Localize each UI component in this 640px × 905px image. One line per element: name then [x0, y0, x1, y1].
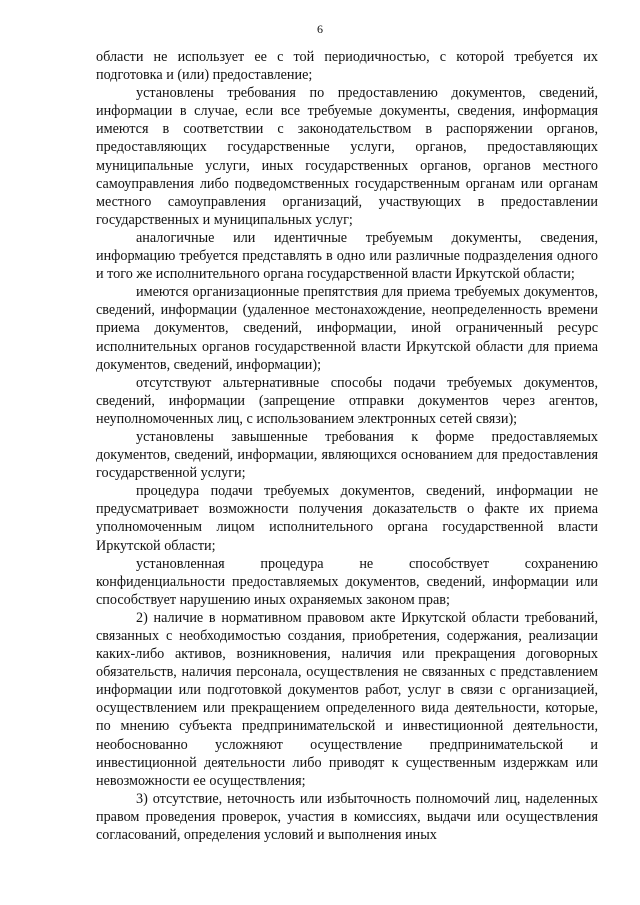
- paragraph: установлены требования по предоставлению документов, сведений, информации в случае, если все требуемые документы, сведения, информация имеются в соответствии с законодательством в распоряжении органов, предоставляющих государственные услуги, органов, предоставляющих муниципальные услуги, иных государственных органов, органов местного самоуправления либо подведомственных государственным органам или органам местного самоуправления организаций, участвующих в предоставлении государственных и муниципальных услуг;: [96, 85, 598, 228]
- paragraph: 2) наличие в нормативном правовом акте Иркутской области требований, связанных с необходимостью создания, приобретения, содержания, реализации каких-либо активов, возникновения, наличия или прекращения договорных обязательств, наличия персонала, осуществления не связанных с представлением информации или подготовкой документов работ, услуг в связи с организацией, осуществлением или прекращением определенного вида деятельности, которые, по мнению субъекта предпринимательской и инвестиционной деятельности, необоснованно усложняют осуществление предпринимательской и инвестиционной деятельности либо приводят к существенным издержкам или невозможности ее осуществления;: [96, 609, 598, 789]
- paragraph: аналогичные или идентичные требуемым документы, сведения, информацию требуется представлять в одно или различные подразделения одного и того же исполнительного органа государственной власти Иркутской области;: [96, 229, 598, 283]
- paragraph: процедура подачи требуемых документов, сведений, информации не предусматривает возможности получения доказательств о факте их приема уполномоченным лицом исполнительного органа государственной власти Иркутской области;: [96, 483, 598, 554]
- paragraph: установленная процедура не способствует сохранению конфиденциальности предоставляемых документов, сведений, информации или способствует нарушению иных охраняемых законом прав;: [96, 555, 598, 608]
- page-number: 6: [317, 22, 323, 36]
- body-text: [96, 48, 598, 844]
- paragraph: 3) отсутствие, неточность или избыточность полномочий лиц, наделенных правом проведения проверок, участия в комиссиях, выдачи или осуществления согласований, определения условий и выполнения иных: [96, 790, 598, 844]
- paragraph: установлены завышенные требования к форме предоставляемых документов, сведений, информации, являющихся основанием для предоставления государственной услуги;: [96, 428, 598, 482]
- paragraph: имеются организационные препятствия для приема требуемых документов, сведений, информации (удаленное местонахождение, неопределенность времени приема документов, сведений, информации, иной ограниченный ресурс исполнительных органов государственной власти Иркутской области для приема документов, сведений, информации);: [96, 284, 598, 373]
- paragraph: области не использует ее с той периодичностью, с которой требуется их подготовка и (или) предоставление;: [96, 49, 598, 84]
- paragraph: отсутствуют альтернативные способы подачи требуемых документов, сведений, информации (запрещение отправки документов через агентов, неуполномоченных лиц, с использованием электронных сетей связи);: [96, 374, 598, 427]
